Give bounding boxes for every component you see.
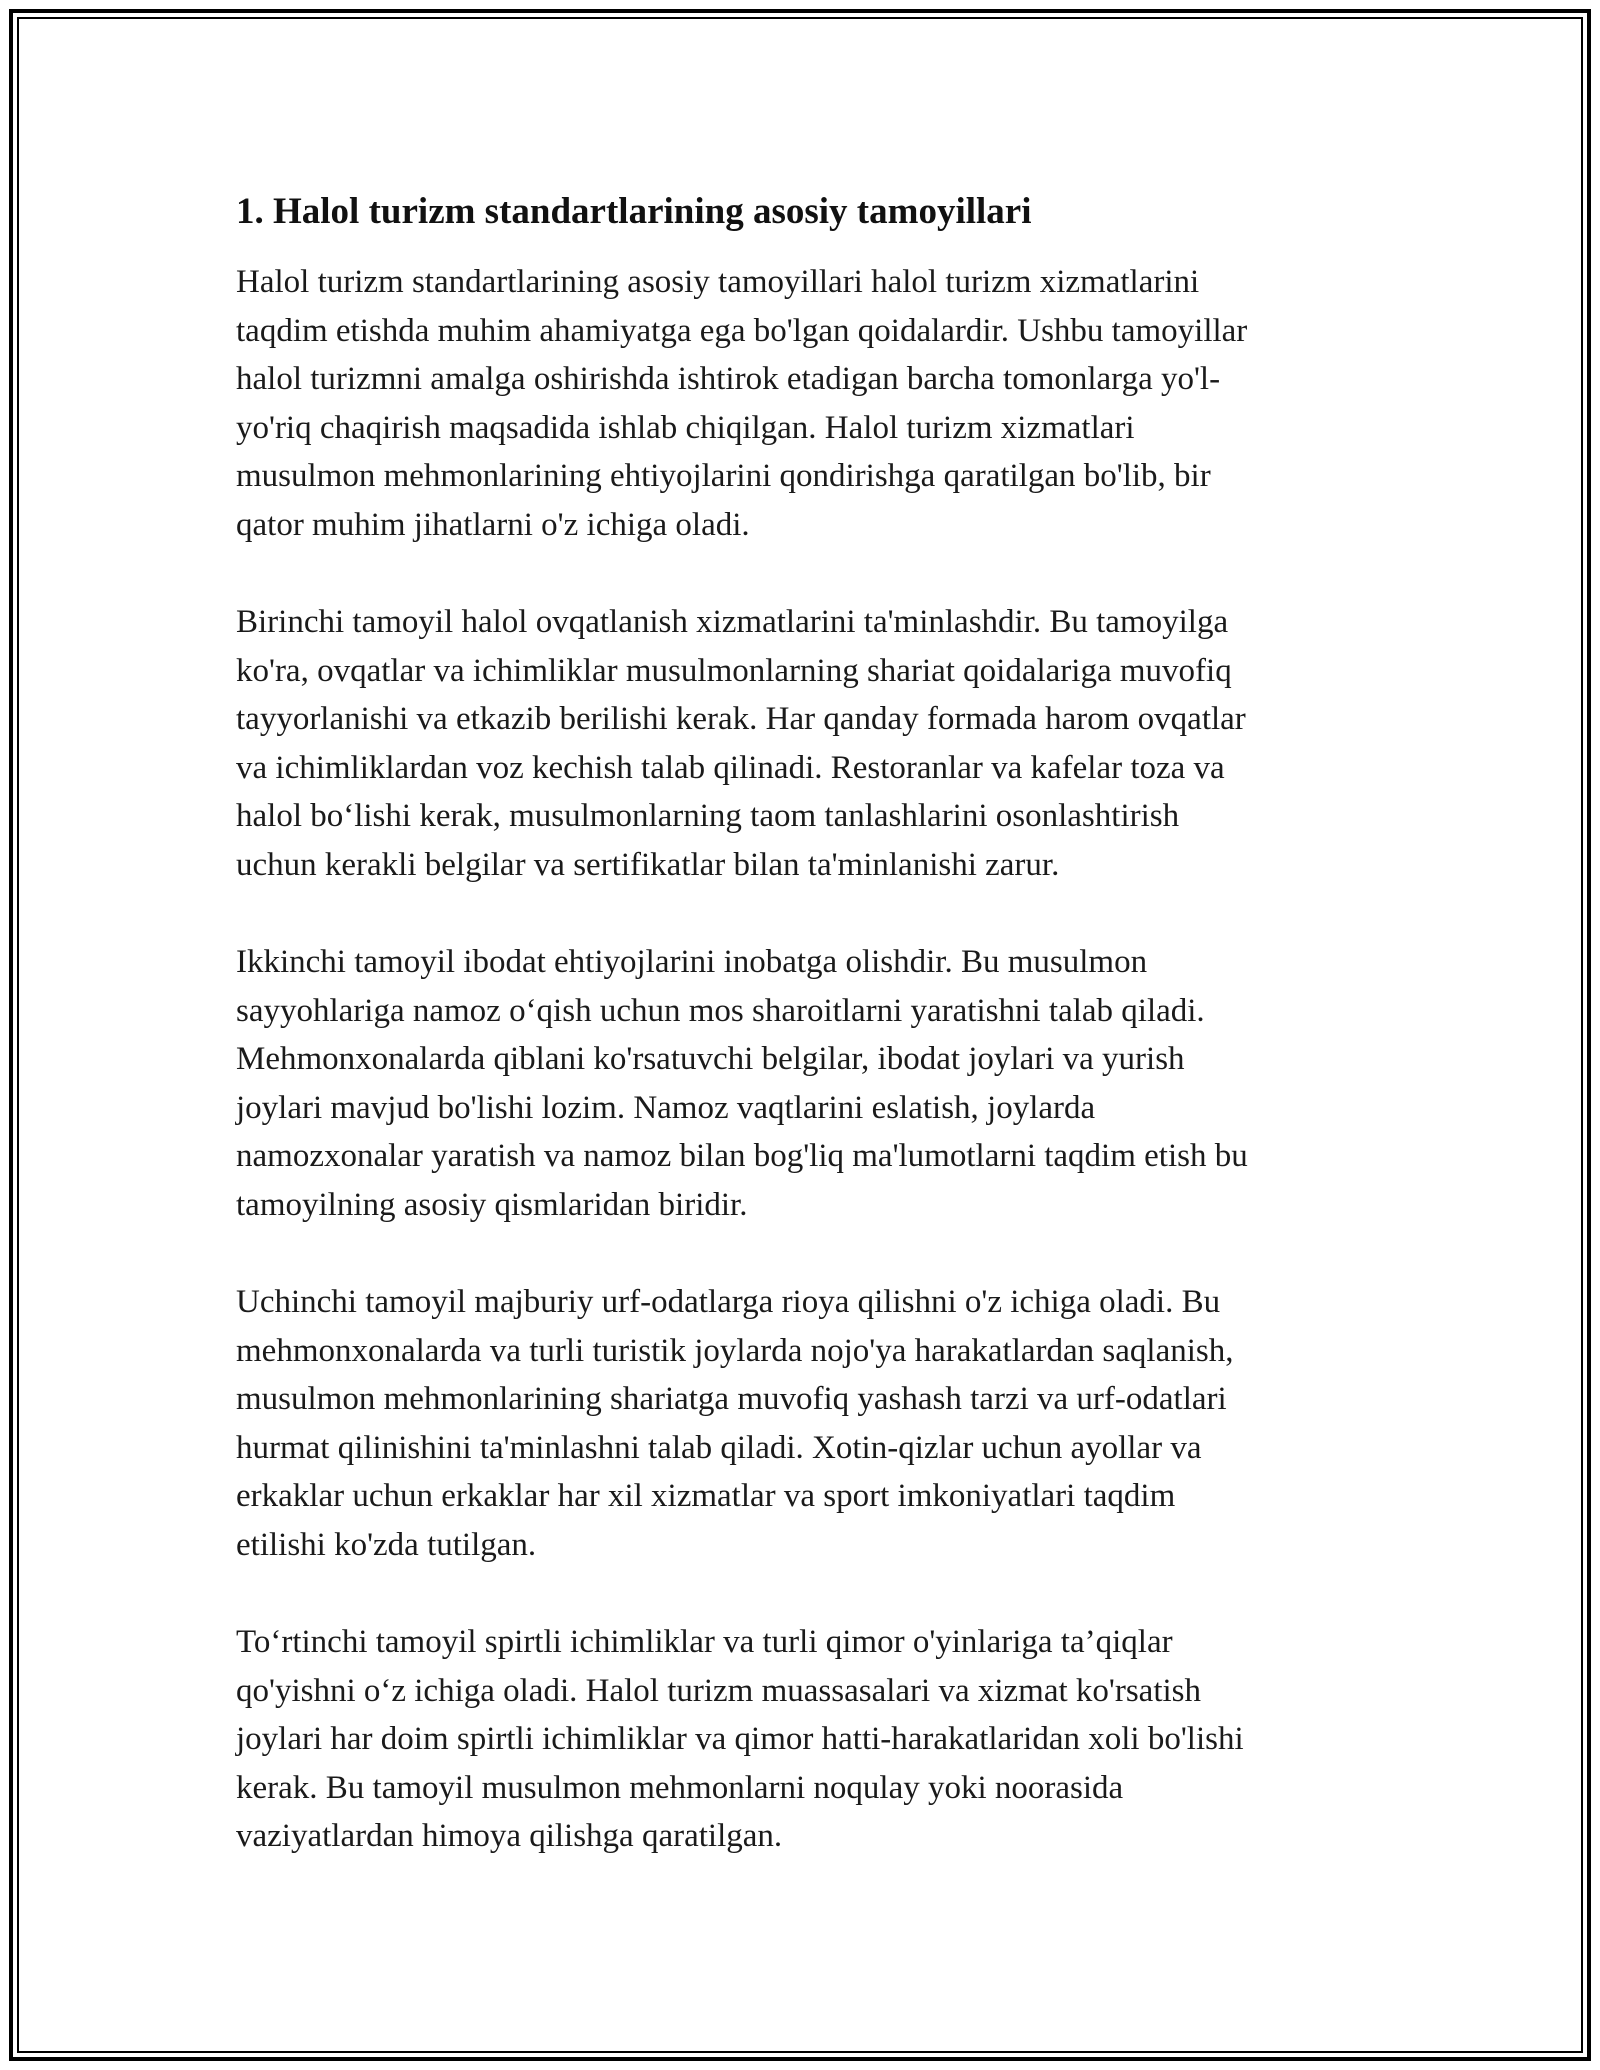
section-title: 1. Halol turizm standartlarining asosiy tamoyillari — [236, 191, 1032, 232]
document-body — [236, 188, 1376, 1910]
paragraph-line: Birinchi tamoyil halol ovqatlanish xizmatlarini ta'minlashdir. Bu tamoyilga — [236, 604, 1229, 640]
paragraph-line: halol bo‘lishi kerak, musulmonlarning taom tanlashlarini osonlashtirish — [236, 798, 1180, 834]
paragraph-line: vaziyatlardan himoya qilishga qaratilgan. — [236, 1818, 783, 1854]
paragraph-line: tamoyilning asosiy qismlaridan biridir. — [236, 1186, 748, 1223]
paragraph-line: joylari mavjud bo'lishi lozim. Namoz vaqtlarini eslatish, joylarda — [236, 1089, 1096, 1126]
paragraph-line: ko'ra, ovqatlar va ichimliklar musulmonlarning shariat qoidalariga muvofiq — [236, 652, 1232, 689]
paragraph-line: yo'riq chaqirish maqsadida ishlab chiqilgan. Halol turizm xizmatlari — [236, 409, 1135, 446]
paragraph-line: joylari har doim spirtli ichimliklar va qimor hatti-harakatlaridan xoli bo'lishi — [236, 1721, 1244, 1757]
paragraph-line: qator muhim jihatlarni o'z ichiga oladi. — [236, 506, 750, 543]
paragraph-third-principle — [236, 1278, 1376, 1569]
paragraph-line: va ichimliklardan voz kechish talab qilinadi. Restoranlar va kafelar toza va — [236, 749, 1225, 786]
paragraph-line: Mehmonxonalarda qiblani ko'rsatuvchi belgilar, ibodat joylari va yurish — [236, 1041, 1185, 1077]
paragraph-line: uchun kerakli belgilar va sertifikatlar bilan ta'minlanishi zarur. — [236, 846, 1060, 883]
paragraph-line: Ikkinchi tamoyil ibodat ehtiyojlarini inobatga olishdir. Bu musulmon — [236, 944, 1148, 980]
paragraph-line: musulmon mehmonlarining shariatga muvofiq yashash tarzi va urf-odatlari — [236, 1381, 1227, 1417]
paragraph-line: hurmat qilinishini ta'minlashni talab qiladi. Xotin-qizlar uchun ayollar va — [236, 1429, 1202, 1466]
paragraph-line: erkaklar uchun erkaklar har xil xizmatlar va sport imkoniyatlari taqdim — [236, 1478, 1176, 1514]
paragraph-line: tayyorlanishi va etkazib berilishi kerak. Har qanday formada harom ovqatlar — [236, 701, 1246, 737]
paragraph-intro — [236, 258, 1376, 549]
paragraph-line: taqdim etishda muhim ahamiyatga ega bo'lgan qoidalardir. Ushbu tamoyillar — [236, 312, 1248, 349]
paragraph-line: sayyohlariga namoz o‘qish uchun mos sharoitlarni yaratishni talab qiladi. — [236, 992, 1205, 1029]
paragraph-line: musulmon mehmonlarining ehtiyojlarini qondirishga qaratilgan bo'lib, bir — [236, 458, 1211, 494]
paragraph-line: To‘rtinchi tamoyil spirtli ichimliklar va turli qimor o'yinlariga ta’qiqlar — [236, 1624, 1173, 1660]
paragraph-first-principle — [236, 598, 1376, 889]
paragraph-line: mehmonxonalarda va turli turistik joylarda nojo'ya harakatlardan saqlanish, — [236, 1332, 1234, 1369]
paragraph-line: etilishi ko'zda tutilgan. — [236, 1526, 537, 1563]
paragraph-line: halol turizmni amalga oshirishda ishtirok etadigan barcha tomonlarga yo'l- — [236, 361, 1221, 397]
paragraph-line: namozxonalar yaratish va namoz bilan bog'liq ma'lumotlarni taqdim etish bu — [236, 1138, 1248, 1174]
paragraph-line: qo'yishni o‘z ichiga oladi. Halol turizm muassasalari va xizmat ko'rsatish — [236, 1672, 1201, 1709]
paragraph-line: Halol turizm standartlarining asosiy tamoyillari halol turizm xizmatlarini — [236, 264, 1200, 300]
paragraph-line: kerak. Bu tamoyil musulmon mehmonlarni noqulay yoki noorasida — [236, 1769, 1124, 1806]
paragraph-fourth-principle — [236, 1618, 1376, 1861]
paragraph-line: Uchinchi tamoyil majburiy urf-odatlarga rioya qilishni o'z ichiga oladi. Bu — [236, 1284, 1221, 1320]
paragraph-second-principle — [236, 938, 1376, 1229]
